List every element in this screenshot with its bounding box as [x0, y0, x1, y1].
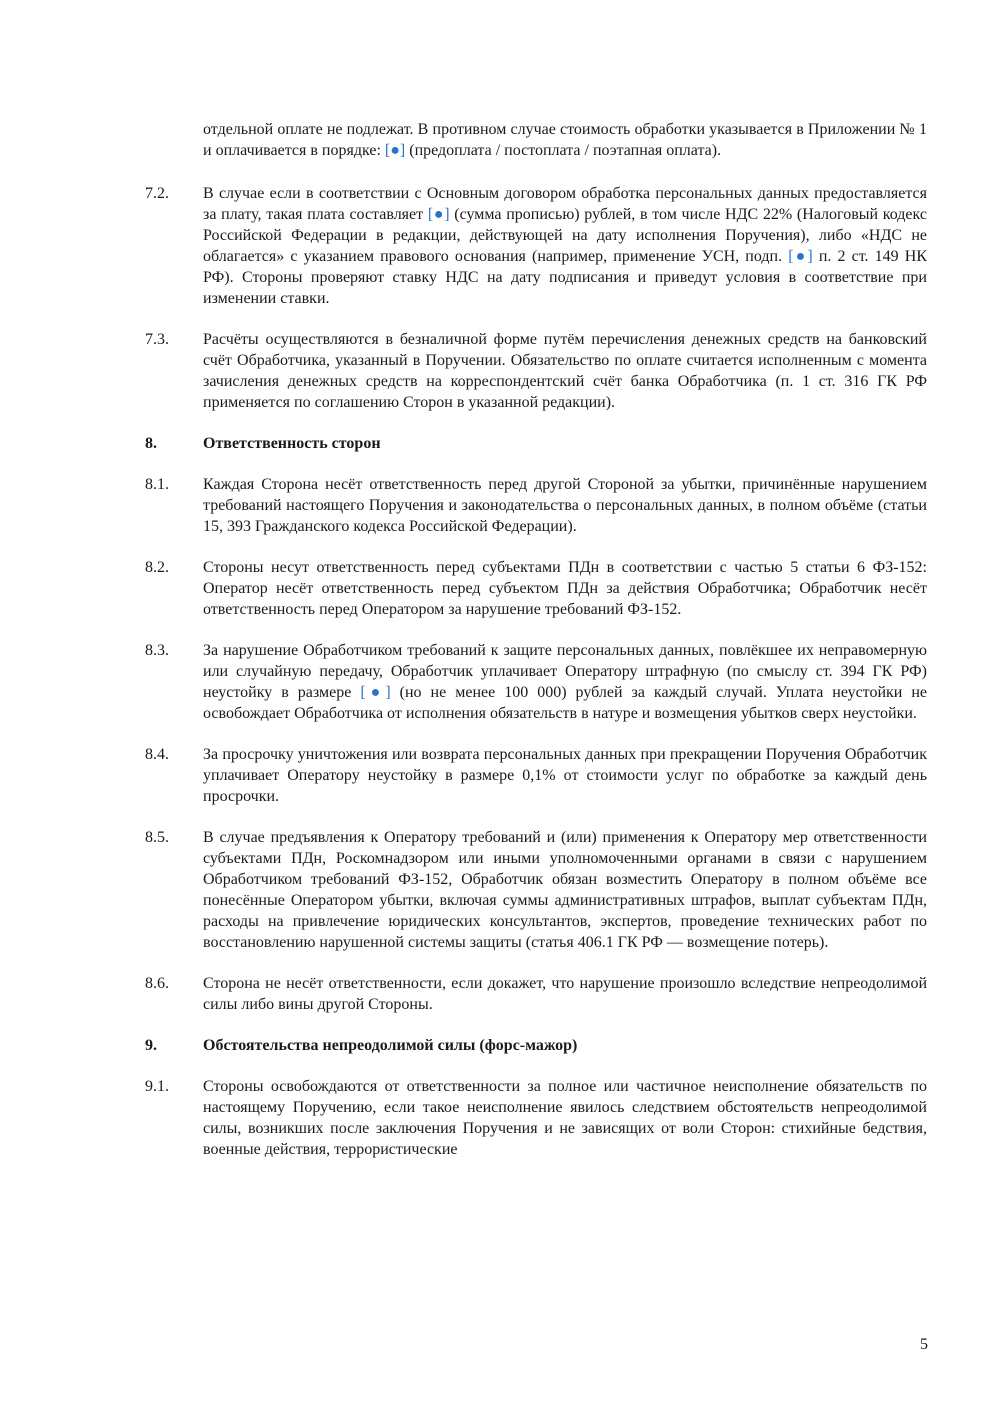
placeholder-marker: [●]: [360, 684, 391, 701]
clause-text: [203, 474, 927, 537]
section-title: [203, 1035, 927, 1056]
clause-text: [203, 744, 927, 807]
text-fragment: (но не менее 100 000) рублей за каждый случай. Уплата неустойки не освобождает Обработчика от исполнения обязательств в натуре и возмещения убытков сверх неустойки.: [203, 684, 928, 722]
document-body: [145, 119, 927, 1180]
text-fragment: (предоплата / постоплата / поэтапная оплата).: [405, 142, 722, 159]
clause-text: [203, 119, 927, 161]
clause-number: 8.4.: [145, 746, 169, 763]
placeholder-marker: [●]: [788, 248, 813, 265]
clause-number: 8.6.: [145, 975, 169, 992]
page-number: 5: [920, 1336, 928, 1353]
text-fragment: (сумма прописью) рублей, в том числе НДС 22% (Налоговый кодекс Российской Федерации в редакции, действующей на дату исполнения Поручения), либо «НДС не облагается» с указанием правового основания (например, применение УСН, подп.: [203, 206, 927, 265]
clause: [145, 183, 927, 309]
section-number: 9.: [145, 1037, 157, 1054]
section-heading: [145, 1035, 927, 1056]
text-fragment: Обстоятельства непреодолимой силы (форс-мажор): [203, 1037, 578, 1054]
clause-text: [203, 827, 927, 953]
text-fragment: Стороны несут ответственность перед субъектами ПДн в соответствии с частью 5 статьи 6 ФЗ-152: Оператор несёт ответственность перед субъектом ПДн за действия Обработчика; Обработчик несёт ответственность перед Оператором за нарушение требований ФЗ-152.: [203, 559, 927, 618]
clause: [145, 827, 927, 953]
text-fragment: За просрочку уничтожения или возврата персональных данных при прекращении Поручения Обработчик уплачивает Оператору неустойку в размере 0,1% от стоимости услуг по обработке за каждый день просрочки.: [203, 746, 927, 805]
clause-number: 8.3.: [145, 642, 169, 659]
placeholder-marker: [●]: [427, 206, 450, 223]
clause-text: [203, 183, 927, 309]
continued-paragraph: [145, 119, 927, 161]
clause-text: [203, 1076, 927, 1160]
clause-number: 7.3.: [145, 331, 169, 348]
clause-number: 7.2.: [145, 185, 169, 202]
clause: [145, 640, 927, 724]
text-fragment: В случае предъявления к Оператору требований и (или) применения к Оператору мер ответственности субъектами ПДн, Роскомнадзором или иными уполномоченными органами в связи с нарушением Обработчиком требований ФЗ-152, Обработчик обязан возместить Оператору в полном объёме все понесённые Оператором убытки, включая суммы административных штрафов, выплат субъектам ПДн, расходы на привлечение юридических консультантов, экспертов, проведение технических работ по восстановлению нарушенной системы защиты (статья 406.1 ГК РФ — возмещение потерь).: [203, 829, 927, 951]
text-fragment: За нарушение Обработчиком требований к защите персональных данных, повлёкшее их неправомерную или случайную передачу, Обработчик уплачивает Оператору штрафную (по смыслу ст. 394 ГК РФ) неустойку в размере: [203, 642, 927, 701]
section-number: 8.: [145, 435, 157, 452]
section-heading: [145, 433, 927, 454]
clause-text: [203, 973, 927, 1015]
text-fragment: Расчёты осуществляются в безналичной форме путём перечисления денежных средств на банковский счёт Обработчика, указанный в Поручении. Обязательство по оплате считается исполненным с момента зачисления денежных средств на корреспондентский счёт банка Обработчика (п. 1 ст. 316 ГК РФ применяется по соглашению Сторон в указанной редакции).: [203, 331, 927, 411]
clause: [145, 973, 927, 1015]
clause-number: 8.5.: [145, 829, 169, 846]
text-fragment: Ответственность сторон: [203, 435, 381, 452]
text-fragment: Стороны освобождаются от ответственности за полное или частичное неисполнение обязательств по настоящему Поручению, если такое неисполнение явилось следствием обстоятельств непреодолимой силы, возникших после заключения Поручения и не зависящих от воли Сторон: стихийные бедствия, военные действия, террористические: [203, 1078, 927, 1158]
clause-text: [203, 640, 927, 724]
text-fragment: Сторона не несёт ответственности, если докажет, что нарушение произошло вследствие непреодолимой силы либо вины другой Стороны.: [203, 975, 927, 1013]
section-title: [203, 433, 927, 454]
clause-number: 8.2.: [145, 559, 169, 576]
clause: [145, 329, 927, 413]
clause: [145, 1076, 927, 1160]
clause-text: [203, 557, 927, 620]
clause-text: [203, 329, 927, 413]
clause: [145, 557, 927, 620]
text-fragment: п. 2 ст. 149 НК РФ). Стороны проверяют ставку НДС на дату подписания и приведут условия в соответствие при изменении ставки.: [203, 248, 927, 307]
clause: [145, 474, 927, 537]
placeholder-marker: [●]: [384, 142, 406, 159]
clause-number: 9.1.: [145, 1078, 169, 1095]
clause-number: 8.1.: [145, 476, 169, 493]
clause: [145, 744, 927, 807]
text-fragment: Каждая Сторона несёт ответственность перед другой Стороной за убытки, причинённые нарушением требований настоящего Поручения и законодательства о персональных данных, в полном объёме (статьи 15, 393 Гражданского кодекса Российской Федерации).: [203, 476, 927, 535]
text-fragment: отдельной оплате не подлежат. В противном случае стоимость обработки указывается в Приложении № 1 и оплачивается в порядке:: [203, 121, 927, 159]
text-fragment: В случае если в соответствии с Основным договором обработка персональных данных предоставляется за плату, такая плата составляет: [203, 185, 927, 223]
